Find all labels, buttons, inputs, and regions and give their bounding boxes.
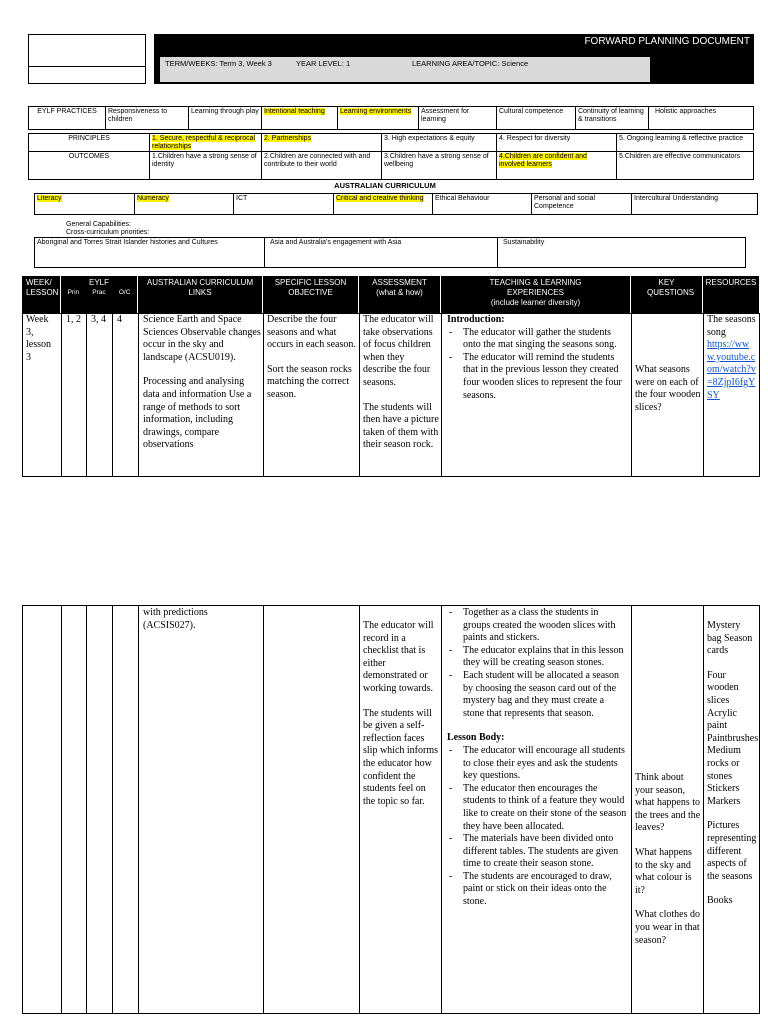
year-level: YEAR LEVEL: 1 (296, 59, 351, 68)
row2-question-3: What clothes do you wear in that season? (635, 909, 700, 946)
header-teaching-sub: (include learner diversity) (490, 298, 581, 307)
seasons-song-link[interactable]: https://www.youtube.com/watch?v=8ZjpI6fgYSY (707, 339, 756, 401)
eylf-outcome-5: 5.Children are effective communicators (616, 151, 754, 180)
row2-item-a2: - The educator explains that in this lesson they will be creating season stones. (447, 645, 627, 670)
header-key-questions: KEY QUESTIONS (631, 276, 703, 313)
row2-item-a1: - Together as a class the students in groups created the wooden slices with paints and stickers. (447, 607, 627, 645)
row1-assessment (363, 314, 439, 452)
row2-item-b1: - The educator will encourage all students to close their eyes and ask the students key questions. (447, 745, 627, 783)
row2-assessment-p2: The students will be given a self-reflection faces slip which informs the educator how confident the students feel on the topic so far. (363, 707, 438, 807)
eylf-practices-label: EYLF PRACTICES (28, 106, 106, 130)
row2-item-b2: - The educator then encourages the students to think of a feature they would like to create on their stone of the season they have been allocated. (447, 783, 627, 833)
row2-assessment-p1: The educator will record in a checklist that is either demonstrated or working towards. (363, 620, 434, 694)
row1-intro-label: Introduction: (447, 314, 505, 325)
eylf-principle-5: 5. Ongoing learning & reflective practice (616, 133, 754, 152)
eylf-outcomes-label: OUTCOMES (28, 151, 150, 180)
row2-key-questions (635, 772, 701, 947)
priority-sustainability: Sustainability (497, 237, 746, 268)
capability-literacy: Literacy (34, 193, 135, 215)
header-eylf-label: EYLF (88, 278, 109, 287)
header-oc: O/C (118, 289, 131, 296)
header-prac: Prac (92, 289, 106, 296)
row2-resources-d: Books (707, 895, 733, 907)
row2-item-b4: - The students are encouraged to draw, paint or stick on their ideas onto the stone. (447, 871, 627, 909)
capability-ict: ICT (233, 193, 334, 215)
row2-teaching (447, 607, 627, 909)
row2-item-b3: - The materials have been divided onto different tables. The students are given time to create their season stone. (447, 833, 627, 871)
eylf-practice-8: Holistic approaches (648, 106, 754, 130)
row1-objective-p2: Sort the season rocks matching the correct season. (267, 363, 352, 400)
row1-teaching (447, 314, 627, 402)
header-teaching-label: TEACHING & LEARNING EXPERIENCES (489, 278, 582, 297)
row1-objective-p1: Describe the four seasons and what occurs in each season. (267, 314, 356, 351)
row2-resources-c: Pictures representing different aspects of the seasons (707, 820, 757, 882)
eylf-practice-6: Cultural competence (496, 106, 576, 130)
learning-area: LEARNING AREA/TOPIC: Science (412, 59, 529, 68)
header-prin: Prin (67, 289, 80, 296)
row1-objective (267, 314, 358, 402)
eylf-practice-2: Learning through play (188, 106, 262, 130)
row2-question-1: Think about your season, what happens to the trees and the leaves? (635, 772, 701, 834)
term-weeks: TERM/WEEKS: Term 3, Week 3 (165, 59, 272, 68)
header-resources: RESOURCES (703, 276, 759, 313)
row2-resources-a: Mystery bag Season cards (707, 620, 753, 657)
eylf-principles-label: PRINCIPLES (28, 133, 150, 152)
capability-critical-creative: Critical and creative thinking (333, 193, 433, 215)
eylf-practice-7: Continuity of learning & transitions (575, 106, 649, 130)
row1-oc: 4 (117, 314, 122, 325)
row2-assessment (363, 620, 439, 808)
row1-week: Week 3, lesson 3 (26, 314, 51, 363)
header-ac-links: AUSTRALIAN CURRICULUM LINKS (138, 276, 263, 313)
capability-numeracy: Numeracy (134, 193, 234, 215)
row1-prac: 3, 4 (91, 314, 106, 325)
priority-asia: Asia and Australia's engagement with Asia (264, 237, 498, 268)
row1-ac-p2: Processing and analysing data and information Use a range of methods to sort information, including drawings, compare observations (143, 376, 252, 451)
header-objective: SPECIFIC LESSON OBJECTIVE (263, 276, 359, 313)
cross-curriculum-label: Cross-curriculum priorities: (66, 229, 150, 236)
capability-intercultural: Intercultural Understanding (631, 193, 758, 215)
row1-intro-item-1: - The educator will gather the students onto the mat singing the seasons song. (447, 327, 627, 352)
general-capabilities-label: General Capabilities: (66, 221, 131, 228)
header-left-box (28, 34, 146, 84)
eylf-principle-3: 3. High expectations & equity (381, 133, 497, 152)
row2-ac-cont: with predictions (ACSIS027). (143, 607, 208, 631)
eylf-practice-3: Intentional teaching (261, 106, 338, 130)
row1-resources (707, 314, 757, 402)
eylf-outcome-1: 1.Children have a strong sense of identity (149, 151, 262, 180)
row1-key-question: What seasons were on each of the four wooden slices? (635, 364, 701, 413)
row2-body-label: Lesson Body: (447, 732, 505, 744)
eylf-outcome-2: 2.Children are connected with and contribute to their world (261, 151, 382, 180)
eylf-principle-1: 1. Secure, respectful & reciprocal relationships (149, 133, 262, 152)
header-assessment: ASSESSMENT (what & how) (359, 276, 441, 313)
row2-question-2: What happens to the sky and what colour is it? (635, 846, 692, 896)
row1-assessment-p2: The students will then have a picture taken of them with their season rock. (363, 401, 439, 451)
eylf-outcome-4: 4.Children are confident and involved learners (496, 151, 617, 180)
eylf-practice-4: Learning environments (337, 106, 419, 130)
row2-item-a3: - Each student will be allocated a season by choosing the season card out of the mystery bag and they must create a stone that represents that season. (447, 670, 627, 720)
row1-assessment-p1: The educator will take observations of focus children when they describe the four seasons. (363, 314, 434, 388)
row1-prin: 1, 2 (66, 314, 81, 325)
header-left-divider (28, 66, 146, 67)
header-teaching (441, 276, 631, 313)
priority-aboriginal: Aboriginal and Torres Strait Islander histories and Cultures (34, 237, 265, 268)
curriculum-title: AUSTRALIAN CURRICULUM (334, 181, 436, 190)
eylf-principle-4: 4. Respect for diversity (496, 133, 617, 152)
doc-title: FORWARD PLANNING DOCUMENT (584, 36, 750, 47)
header-eylf (61, 276, 138, 313)
row1-ac-links (143, 314, 261, 452)
row2-resources (707, 620, 757, 908)
capability-personal-social: Personal and social Competence (531, 193, 632, 215)
capability-ethical: Ethical Behaviour (432, 193, 532, 215)
header-week-lesson: WEEK/ LESSON (22, 276, 61, 313)
eylf-practice-1: Responsiveness to children (105, 106, 189, 130)
row2-resources-b: Four wooden slices Acrylic paint Paintbrushes Medium rocks or stones Stickers Markers (707, 669, 759, 807)
row1-intro-item-2: - The educator will remind the students that in the previous lesson they created four wooden slices to represent the four seasons. (447, 352, 627, 402)
eylf-practice-5: Assessment for learning (418, 106, 497, 130)
eylf-outcome-3: 3.Children have a strong sense of wellbeing (381, 151, 497, 180)
eylf-principle-2: 2. Partnerships (261, 133, 382, 152)
row1-resource-label: The seasons song (707, 314, 756, 338)
row1-ac-p1: Science Earth and Space Sciences Observable changes occur in the sky and landscape (ACSU019). (143, 314, 261, 363)
